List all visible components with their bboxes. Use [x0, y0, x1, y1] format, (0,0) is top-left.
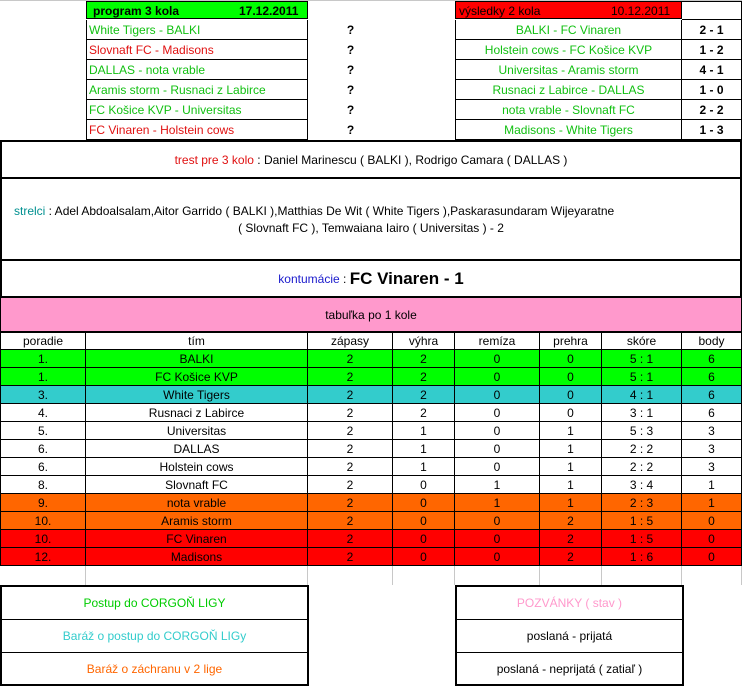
table-cell-rank: 5.: [0, 422, 86, 440]
table-cell-score: 3 : 1: [602, 404, 682, 422]
table-title: tabuľka po 1 kole: [0, 298, 742, 332]
table-cell-played: 2: [308, 512, 393, 530]
table-cell-played: 2: [308, 422, 393, 440]
results-header: [455, 1, 682, 19]
table-cell-lost: 0: [540, 386, 602, 404]
table-cell-played: 2: [308, 404, 393, 422]
table-cell-played: 2: [308, 530, 393, 548]
results-match-score: 1 - 0: [682, 80, 742, 100]
table-cell-rank: 10.: [0, 512, 86, 530]
program-match-result: ?: [346, 63, 355, 77]
table-cell-won: 0: [393, 512, 455, 530]
results-header-empty: [682, 1, 742, 20]
results-match: BALKI - FC Vinaren: [455, 20, 682, 40]
table-cell-points: 6: [682, 404, 742, 422]
table-cell-won: 0: [393, 530, 455, 548]
table-cell-draw: 0: [455, 458, 540, 476]
table-cell-team: Slovnaft FC: [86, 476, 308, 494]
table-cell-won: 1: [393, 422, 455, 440]
table-cell-won: 1: [393, 458, 455, 476]
table-cell-played: 2: [308, 350, 393, 368]
table-cell-rank: 12.: [0, 548, 86, 566]
table-cell-rank: 4.: [0, 404, 86, 422]
program-title: program 3 kola: [93, 4, 180, 18]
forfeits-text: FC Vinaren - 1: [349, 268, 464, 288]
results-title: výsledky 2 kola: [459, 4, 541, 18]
table-cell-lost: 0: [540, 404, 602, 422]
table-cell-played: 2: [308, 548, 393, 566]
table-header-rank: poradie: [0, 332, 86, 350]
table-cell-points: 1: [682, 476, 742, 494]
table-cell-score: 1 : 5: [602, 512, 682, 530]
invites-box: [455, 585, 684, 686]
table-cell-score: 5 : 3: [602, 422, 682, 440]
table-cell-team: Holstein cows: [86, 458, 308, 476]
results-match-score: 4 - 1: [682, 60, 742, 80]
results-match-score: 1 - 2: [682, 40, 742, 60]
program-match-result: ?: [346, 123, 355, 137]
table-cell-draw: 0: [455, 404, 540, 422]
table-cell-rank: 1.: [0, 368, 86, 386]
table-cell-points: 3: [682, 440, 742, 458]
forfeits-sep: :: [339, 271, 350, 286]
table-cell-score: 1 : 5: [602, 530, 682, 548]
results-match: Holstein cows - FC Košice KVP: [455, 40, 682, 60]
program-match: FC Vinaren - Holstein cows: [86, 120, 308, 140]
table-cell-rank: 3.: [0, 386, 86, 404]
table-cell-played: 2: [308, 440, 393, 458]
invites-title: POZVÁNKY ( stav ): [516, 596, 623, 610]
scorers-line1: : Adel Abdoalsalam,Aitor Garrido ( BALKI ),Matthias De Wit ( White Tigers ),Paskarasundaram Wijeyaratne: [45, 204, 615, 218]
table-cell-team: Aramis storm: [86, 512, 308, 530]
scorers-box: [0, 179, 742, 261]
table-cell-team: White Tigers: [86, 386, 308, 404]
legend-promo: Postup do CORGOŇ LIGY: [83, 596, 226, 610]
program-match-result: ?: [346, 83, 355, 97]
table-cell-lost: 1: [540, 440, 602, 458]
table-cell-played: 2: [308, 494, 393, 512]
table-cell-draw: 0: [455, 512, 540, 530]
table-cell-team: Rusnaci z Labirce: [86, 404, 308, 422]
table-cell-points: 1: [682, 494, 742, 512]
table-cell-won: 0: [393, 494, 455, 512]
table-cell-draw: 0: [455, 440, 540, 458]
table-cell-points: 3: [682, 422, 742, 440]
program-match-result: ?: [346, 103, 355, 117]
table-cell-draw: 0: [455, 530, 540, 548]
table-cell-won: 2: [393, 368, 455, 386]
table-empty-area: [0, 566, 742, 585]
table-cell-won: 2: [393, 404, 455, 422]
table-cell-lost: 0: [540, 350, 602, 368]
table-cell-lost: 1: [540, 476, 602, 494]
table-cell-score: 1 : 6: [602, 548, 682, 566]
table-cell-played: 2: [308, 386, 393, 404]
table-cell-points: 0: [682, 512, 742, 530]
results-match: Rusnaci z Labirce - DALLAS: [455, 80, 682, 100]
suspension-text: : Daniel Marinescu ( BALKI ), Rodrigo Camara ( DALLAS ): [253, 152, 568, 167]
table-cell-points: 6: [682, 368, 742, 386]
table-cell-won: 2: [393, 350, 455, 368]
table-cell-score: 3 : 4: [602, 476, 682, 494]
table-header-points: body: [682, 332, 742, 350]
table-cell-lost: 1: [540, 494, 602, 512]
table-cell-score: 2 : 2: [602, 458, 682, 476]
table-cell-score: 4 : 1: [602, 386, 682, 404]
results-match-score: 2 - 1: [682, 20, 742, 40]
program-match-result: ?: [346, 23, 355, 37]
results-match-score: 2 - 2: [682, 100, 742, 120]
table-cell-points: 0: [682, 530, 742, 548]
results-match-score: 1 - 3: [682, 120, 742, 140]
program-date: 17.12.2011: [239, 4, 299, 18]
table-cell-team: Universitas: [86, 422, 308, 440]
table-cell-played: 2: [308, 476, 393, 494]
table-cell-draw: 0: [455, 386, 540, 404]
legend-playoff-up: Baráž o postup do CORGOŇ LIGy: [62, 629, 247, 643]
table-cell-played: 2: [308, 368, 393, 386]
table-cell-score: 2 : 2: [602, 440, 682, 458]
table-cell-points: 6: [682, 350, 742, 368]
table-cell-rank: 6.: [0, 440, 86, 458]
program-match: FC Košice KVP - Universitas: [86, 100, 308, 120]
table-cell-points: 0: [682, 548, 742, 566]
scorers-line2: ( Slovnaft FC ), Temwaiana Iairo ( Universitas ) - 2: [238, 221, 504, 235]
table-cell-team: FC Vinaren: [86, 530, 308, 548]
table-header-lost: prehra: [540, 332, 602, 350]
table-header-played: zápasy: [308, 332, 393, 350]
table-cell-rank: 9.: [0, 494, 86, 512]
table-cell-team: nota vrable: [86, 494, 308, 512]
invites-sent-not-accepted: poslaná - neprijatá ( zatiaľ ): [496, 662, 643, 676]
program-match: White Tigers - BALKI: [86, 20, 308, 40]
table-cell-won: 2: [393, 386, 455, 404]
forfeits-label: kontumácie: [278, 271, 340, 286]
program-match: Slovnaft FC - Madisons: [86, 40, 308, 60]
table-cell-points: 6: [682, 386, 742, 404]
table-cell-draw: 0: [455, 422, 540, 440]
program-match: DALLAS - nota vrable: [86, 60, 308, 80]
table-cell-team: FC Košice KVP: [86, 368, 308, 386]
table-cell-lost: 0: [540, 368, 602, 386]
table-cell-lost: 2: [540, 548, 602, 566]
table-cell-points: 3: [682, 458, 742, 476]
results-match: Universitas - Aramis storm: [455, 60, 682, 80]
scorers-label: strelci: [14, 204, 46, 218]
invites-sent-accepted: poslaná - prijatá: [526, 629, 613, 643]
table-cell-draw: 0: [455, 350, 540, 368]
table-cell-won: 0: [393, 548, 455, 566]
table-cell-lost: 1: [540, 422, 602, 440]
table-cell-won: 0: [393, 476, 455, 494]
legend-box: [0, 585, 309, 686]
results-match: nota vrable - Slovnaft FC: [455, 100, 682, 120]
table-header-draw: remíza: [455, 332, 540, 350]
table-header-score: skóre: [602, 332, 682, 350]
table-cell-score: 5 : 1: [602, 368, 682, 386]
suspension-label: trest pre 3 kolo: [174, 152, 254, 167]
table-cell-team: Madisons: [86, 548, 308, 566]
table-cell-draw: 1: [455, 494, 540, 512]
table-cell-draw: 1: [455, 476, 540, 494]
program-match: Aramis storm - Rusnaci z Labirce: [86, 80, 308, 100]
table-cell-score: 5 : 1: [602, 350, 682, 368]
table-cell-lost: 2: [540, 512, 602, 530]
table-cell-rank: 1.: [0, 350, 86, 368]
table-cell-score: 2 : 3: [602, 494, 682, 512]
table-header-won: výhra: [393, 332, 455, 350]
program-match-result: ?: [346, 43, 355, 57]
table-cell-team: DALLAS: [86, 440, 308, 458]
table-cell-team: BALKI: [86, 350, 308, 368]
results-date: 10.12.2011: [611, 4, 671, 18]
table-cell-rank: 10.: [0, 530, 86, 548]
table-cell-won: 1: [393, 440, 455, 458]
program-header: [86, 1, 308, 19]
table-cell-draw: 0: [455, 548, 540, 566]
table-cell-played: 2: [308, 458, 393, 476]
forfeits-box: [0, 261, 742, 298]
table-cell-lost: 1: [540, 458, 602, 476]
results-match: Madisons - White Tigers: [455, 120, 682, 140]
legend-playoff-down: Baráž o záchranu v 2 lige: [86, 662, 223, 676]
table-cell-rank: 8.: [0, 476, 86, 494]
table-header-team: tím: [86, 332, 308, 350]
table-cell-rank: 6.: [0, 458, 86, 476]
table-cell-draw: 0: [455, 368, 540, 386]
suspension-box: [0, 140, 742, 179]
table-cell-lost: 2: [540, 530, 602, 548]
